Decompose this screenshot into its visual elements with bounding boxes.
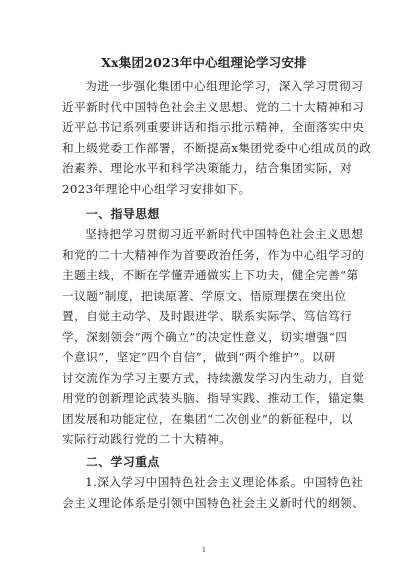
document-title: Xx集团2023年中心组理论学习安排 — [101, 55, 307, 70]
section-heading-study-focus: 二、学习重点 — [86, 455, 160, 469]
text-line: 1.深入学习中国特色社会主义理论体系。中国特色社 — [85, 475, 364, 489]
text-line: 讨交流作为学习主要方式，持续激发学习内生动力，自觉 — [62, 370, 365, 385]
section-heading-guiding-ideology: 一、指导思想 — [86, 207, 160, 221]
text-line: 团发展和功能定位，在集团“二次创业”的新征程中，以 — [62, 411, 354, 426]
intro-paragraph — [62, 76, 372, 199]
page-number: 1 — [201, 546, 207, 554]
section-one-paragraph — [62, 224, 365, 450]
text-line: 置，自觉主动学、及时跟进学、联系实际学、笃信笃行 — [62, 309, 353, 323]
text-line: 实际行动践行党的二十大精神。 — [62, 432, 232, 446]
section-two-paragraph — [62, 472, 365, 513]
text-line: 近平新时代中国特色社会主义思想、党的二十大精神和习 — [62, 99, 365, 114]
text-line: 坚持把学习贯彻习近平新时代中国特色社会主义思想 — [85, 227, 364, 241]
text-line: 一议题”制度，把读原著、学原文、悟原理摆在突出位 — [62, 288, 347, 303]
text-line: 和上级党委工作部署，不断提高x集团党委中心组成员的政 — [62, 140, 372, 155]
text-line: 个意识”，坚定“四个自信”，做到“两个维护”。以研 — [62, 350, 337, 364]
text-line: 用党的创新理论武装头脑、指导实践、推动工作，锚定集 — [62, 391, 365, 405]
text-line: 治素养、理论水平和科学决策能力，结合集团实际，对 — [62, 161, 353, 175]
text-line: 学，深刻领会“两个确立”的决定性意义，切实增强“四 — [62, 329, 348, 344]
text-line: 近平总书记系列重要讲话和指示批示精神，全面落实中央 — [62, 120, 365, 134]
text-line: 和党的二十大精神作为首要政治任务，作为中心组学习的 — [62, 247, 365, 262]
text-line: 会主义理论体系是引领中国特色社会主义新时代的纲领、 — [62, 495, 365, 510]
text-line: 2023年理论中心组学习安排如下。 — [62, 181, 251, 196]
text-line: 为进一步强化集团中心组理论学习，深入学习贯彻习 — [85, 79, 364, 93]
text-line: 主题主线，不断在学懂弄通做实上下功夫，健全完善“第 — [62, 268, 359, 282]
